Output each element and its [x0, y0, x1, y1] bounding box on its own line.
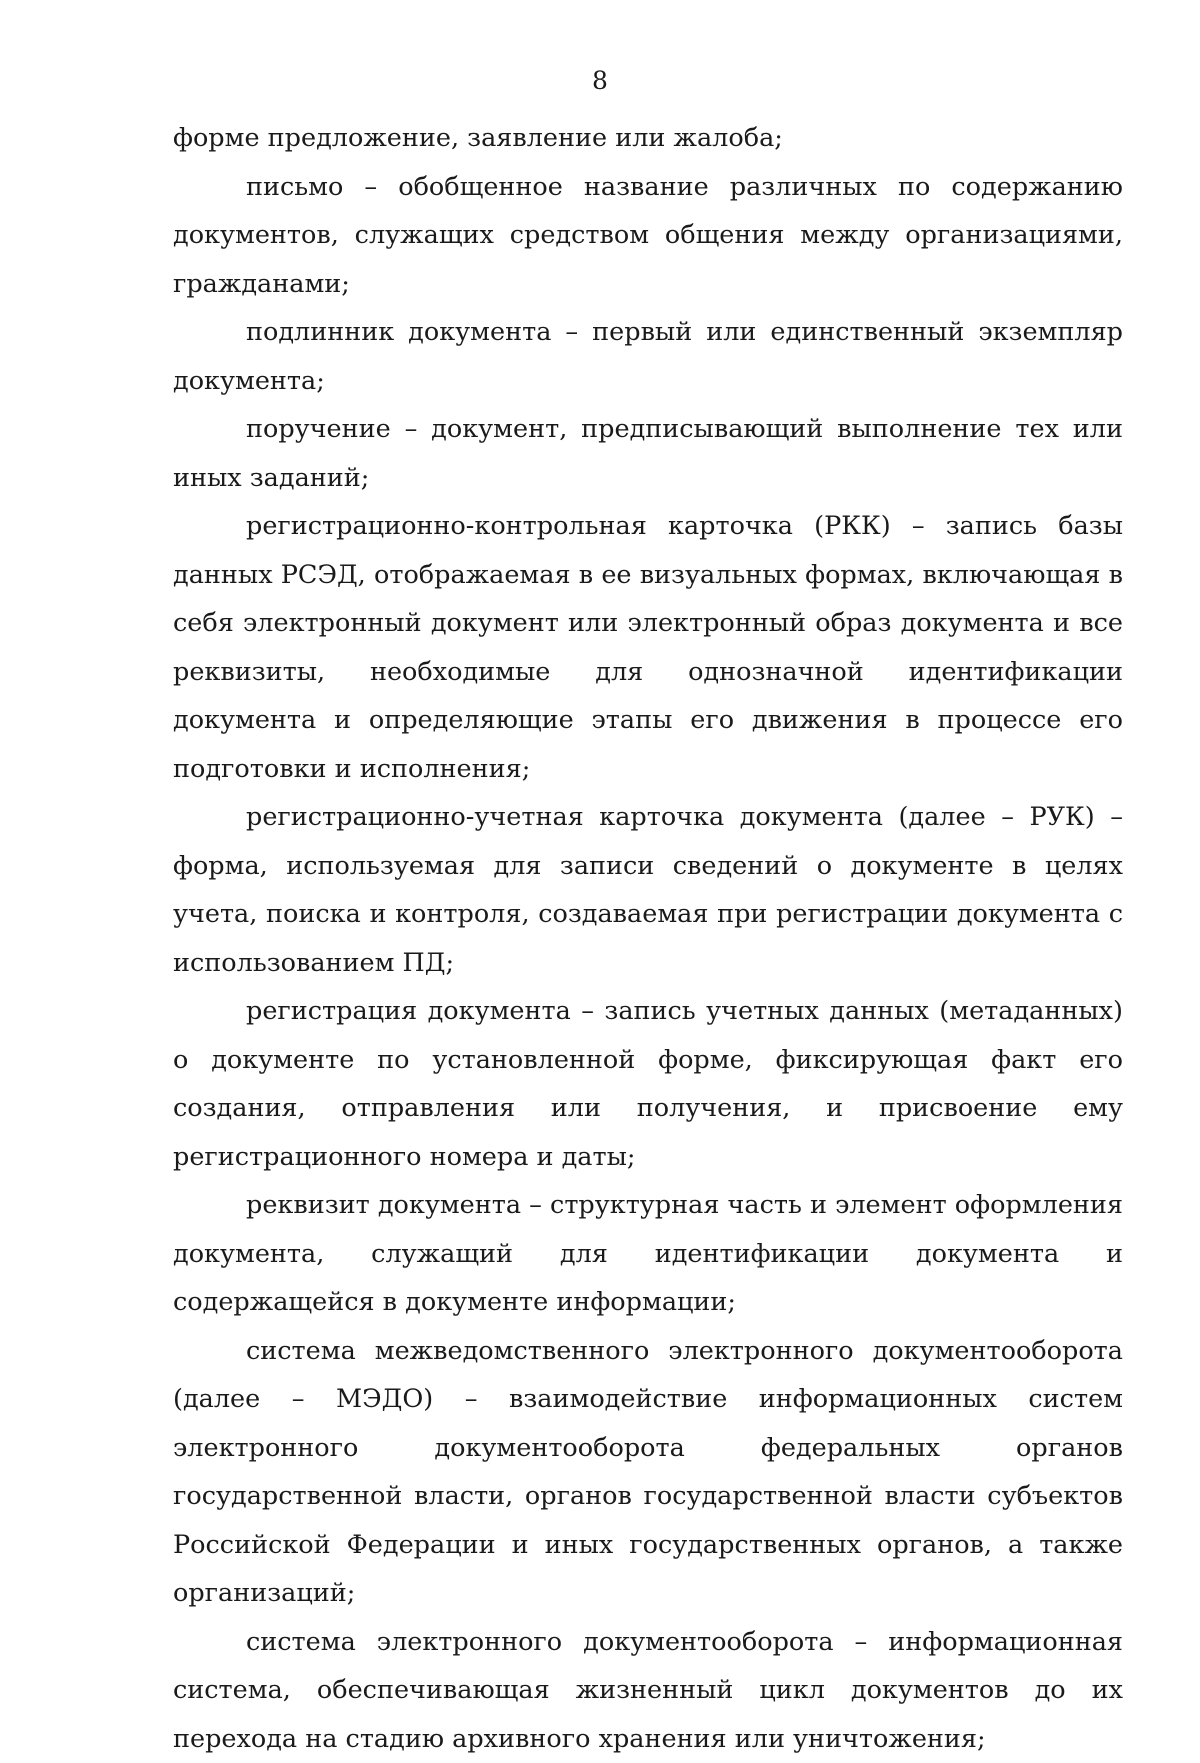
definition-paragraph: система электронного документооборота – информационная система, обеспечивающая жизненный цикл документов до их перехода на стадию архивного хранения или уничтожения;: [173, 1618, 1123, 1763]
definition-paragraph: письмо – обобщенное название различных по содержанию документов, служащих средством общения между организациями, гражданами;: [173, 163, 1123, 309]
definition-paragraph: реквизит документа – структурная часть и элемент оформления документа, служащий для идентификации документа и содержащейся в документе информации;: [173, 1181, 1123, 1327]
definition-paragraph: регистрационно-контрольная карточка (РКК) – запись базы данных РСЭД, отображаемая в ее визуальных формах, включающая в себя электронный документ или электронный образ документа и все реквизиты, необходимые для однозначной идентификации документа и определяющие этапы его движения в процессе его подготовки и исполнения;: [173, 502, 1123, 793]
paragraph-continuation: форме предложение, заявление или жалоба;: [173, 114, 1123, 163]
definition-paragraph: подлинник документа – первый или единственный экземпляр документа;: [173, 308, 1123, 405]
definition-paragraph: поручение – документ, предписывающий выполнение тех или иных заданий;: [173, 405, 1123, 502]
definition-paragraph: система межведомственного электронного документооборота (далее – МЭДО) – взаимодействие информационных систем электронного документооборота федеральных органов государственной власти, органов государственной власти субъектов Российской Федерации и иных государственных органов, а также организаций;: [173, 1327, 1123, 1618]
document-body: [173, 114, 1123, 1763]
definition-paragraph: регистрация документа – запись учетных данных (метаданных) о документе по установленной форме, фиксирующая факт его создания, отправления или получения, и присвоение ему регистрационного номера и даты;: [173, 987, 1123, 1181]
page-number: 8: [0, 66, 1200, 96]
definition-paragraph: регистрационно-учетная карточка документа (далее – РУК) – форма, используемая для записи сведений о документе в целях учета, поиска и контроля, создаваемая при регистрации документа с использованием ПД;: [173, 793, 1123, 987]
